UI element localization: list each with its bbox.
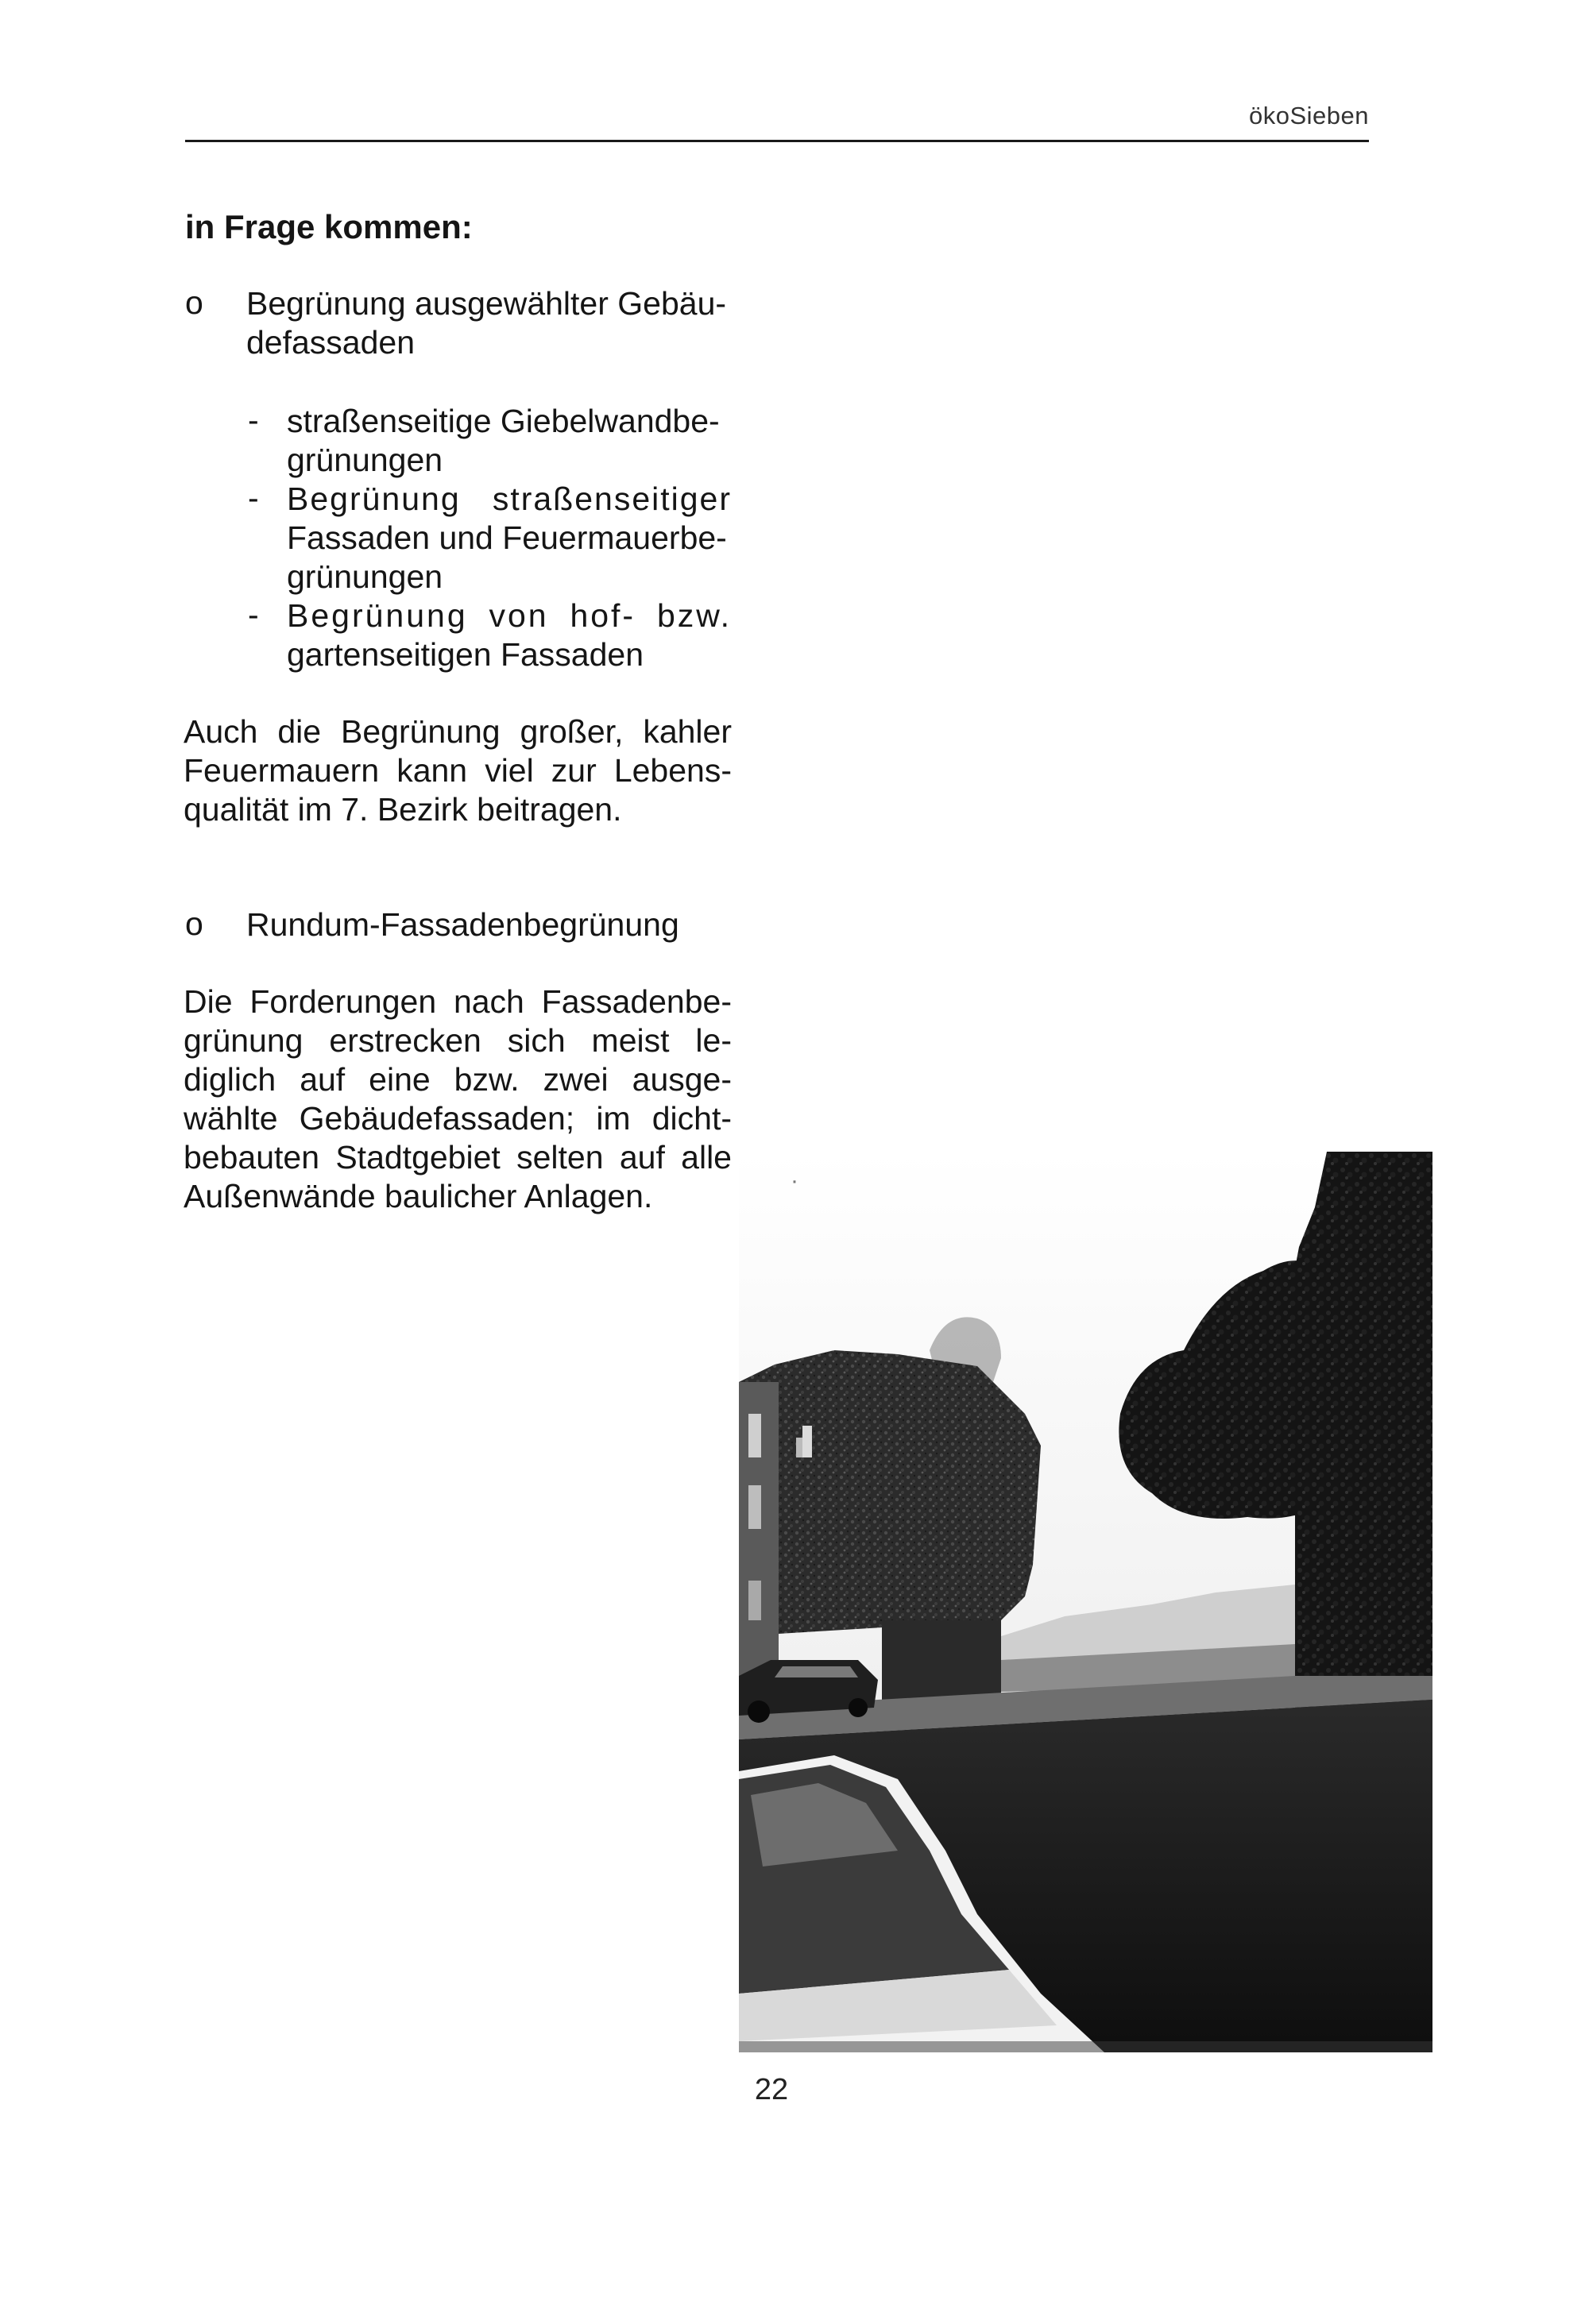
paragraph-line: Auch die Begrünung großer, kahler — [184, 713, 732, 750]
paragraph-line: Die Forderungen nach Fassadenbe- — [184, 983, 732, 1020]
sub-item-courtyard-facades — [287, 596, 732, 674]
sub-item-marker: - — [248, 480, 259, 516]
page-number: 22 — [754, 2073, 789, 2106]
paragraph-line: qualität im 7. Bezirk beitragen. — [184, 791, 622, 828]
sub-item-marker: - — [248, 596, 259, 633]
bullet-marker: o — [185, 284, 203, 321]
sub-item-line: Fassaden und Feuermauerbe- — [287, 519, 727, 556]
bullet-line: defassaden — [246, 324, 416, 361]
scan-speck: · — [791, 1168, 798, 1194]
header-rule — [185, 140, 1369, 142]
paragraph-line: bebauten Stadtgebiet selten auf alle — [184, 1139, 732, 1176]
section-title: in Frage kommen: — [185, 208, 473, 245]
paragraph-line: diglich auf eine bzw. zwei ausge- — [184, 1061, 732, 1098]
sub-item-street-facades — [287, 480, 732, 596]
sub-item-line: grünungen — [287, 442, 443, 478]
paragraph-demands — [184, 982, 732, 1216]
bullet-line: Begrünung ausgewählter Gebäu- — [246, 285, 727, 322]
greened-building-photo — [739, 1152, 1432, 2052]
sub-item-line: gartenseitigen Fassaden — [287, 636, 644, 673]
paragraph-line: wählte Gebäudefassaden; im dicht- — [184, 1100, 732, 1137]
sub-item-marker: - — [248, 402, 259, 438]
bullet-item-all-round-greening — [246, 905, 731, 944]
sub-item-line: straßenseitige Giebelwandbe- — [287, 403, 720, 439]
sub-item-line: grünungen — [287, 558, 443, 595]
bullet-item-facade-greening — [246, 284, 731, 362]
sub-item-line: Begrünung von hof- bzw. — [287, 597, 732, 634]
paragraph-line: Feuermauern kann viel zur Lebens- — [184, 752, 732, 789]
sub-item-gable-walls — [287, 402, 732, 480]
sub-item-line: Begrünung straßenseitiger — [287, 481, 732, 517]
bullet-line: Rundum-Fassadenbegrünung — [246, 906, 679, 943]
paragraph-firewalls — [184, 712, 732, 829]
bullet-marker: o — [185, 905, 203, 942]
paragraph-line: grünung erstrecken sich meist le- — [184, 1022, 732, 1059]
running-header: ökoSieben — [1248, 102, 1369, 129]
paragraph-line: Außenwände baulicher Anlagen. — [184, 1178, 653, 1214]
